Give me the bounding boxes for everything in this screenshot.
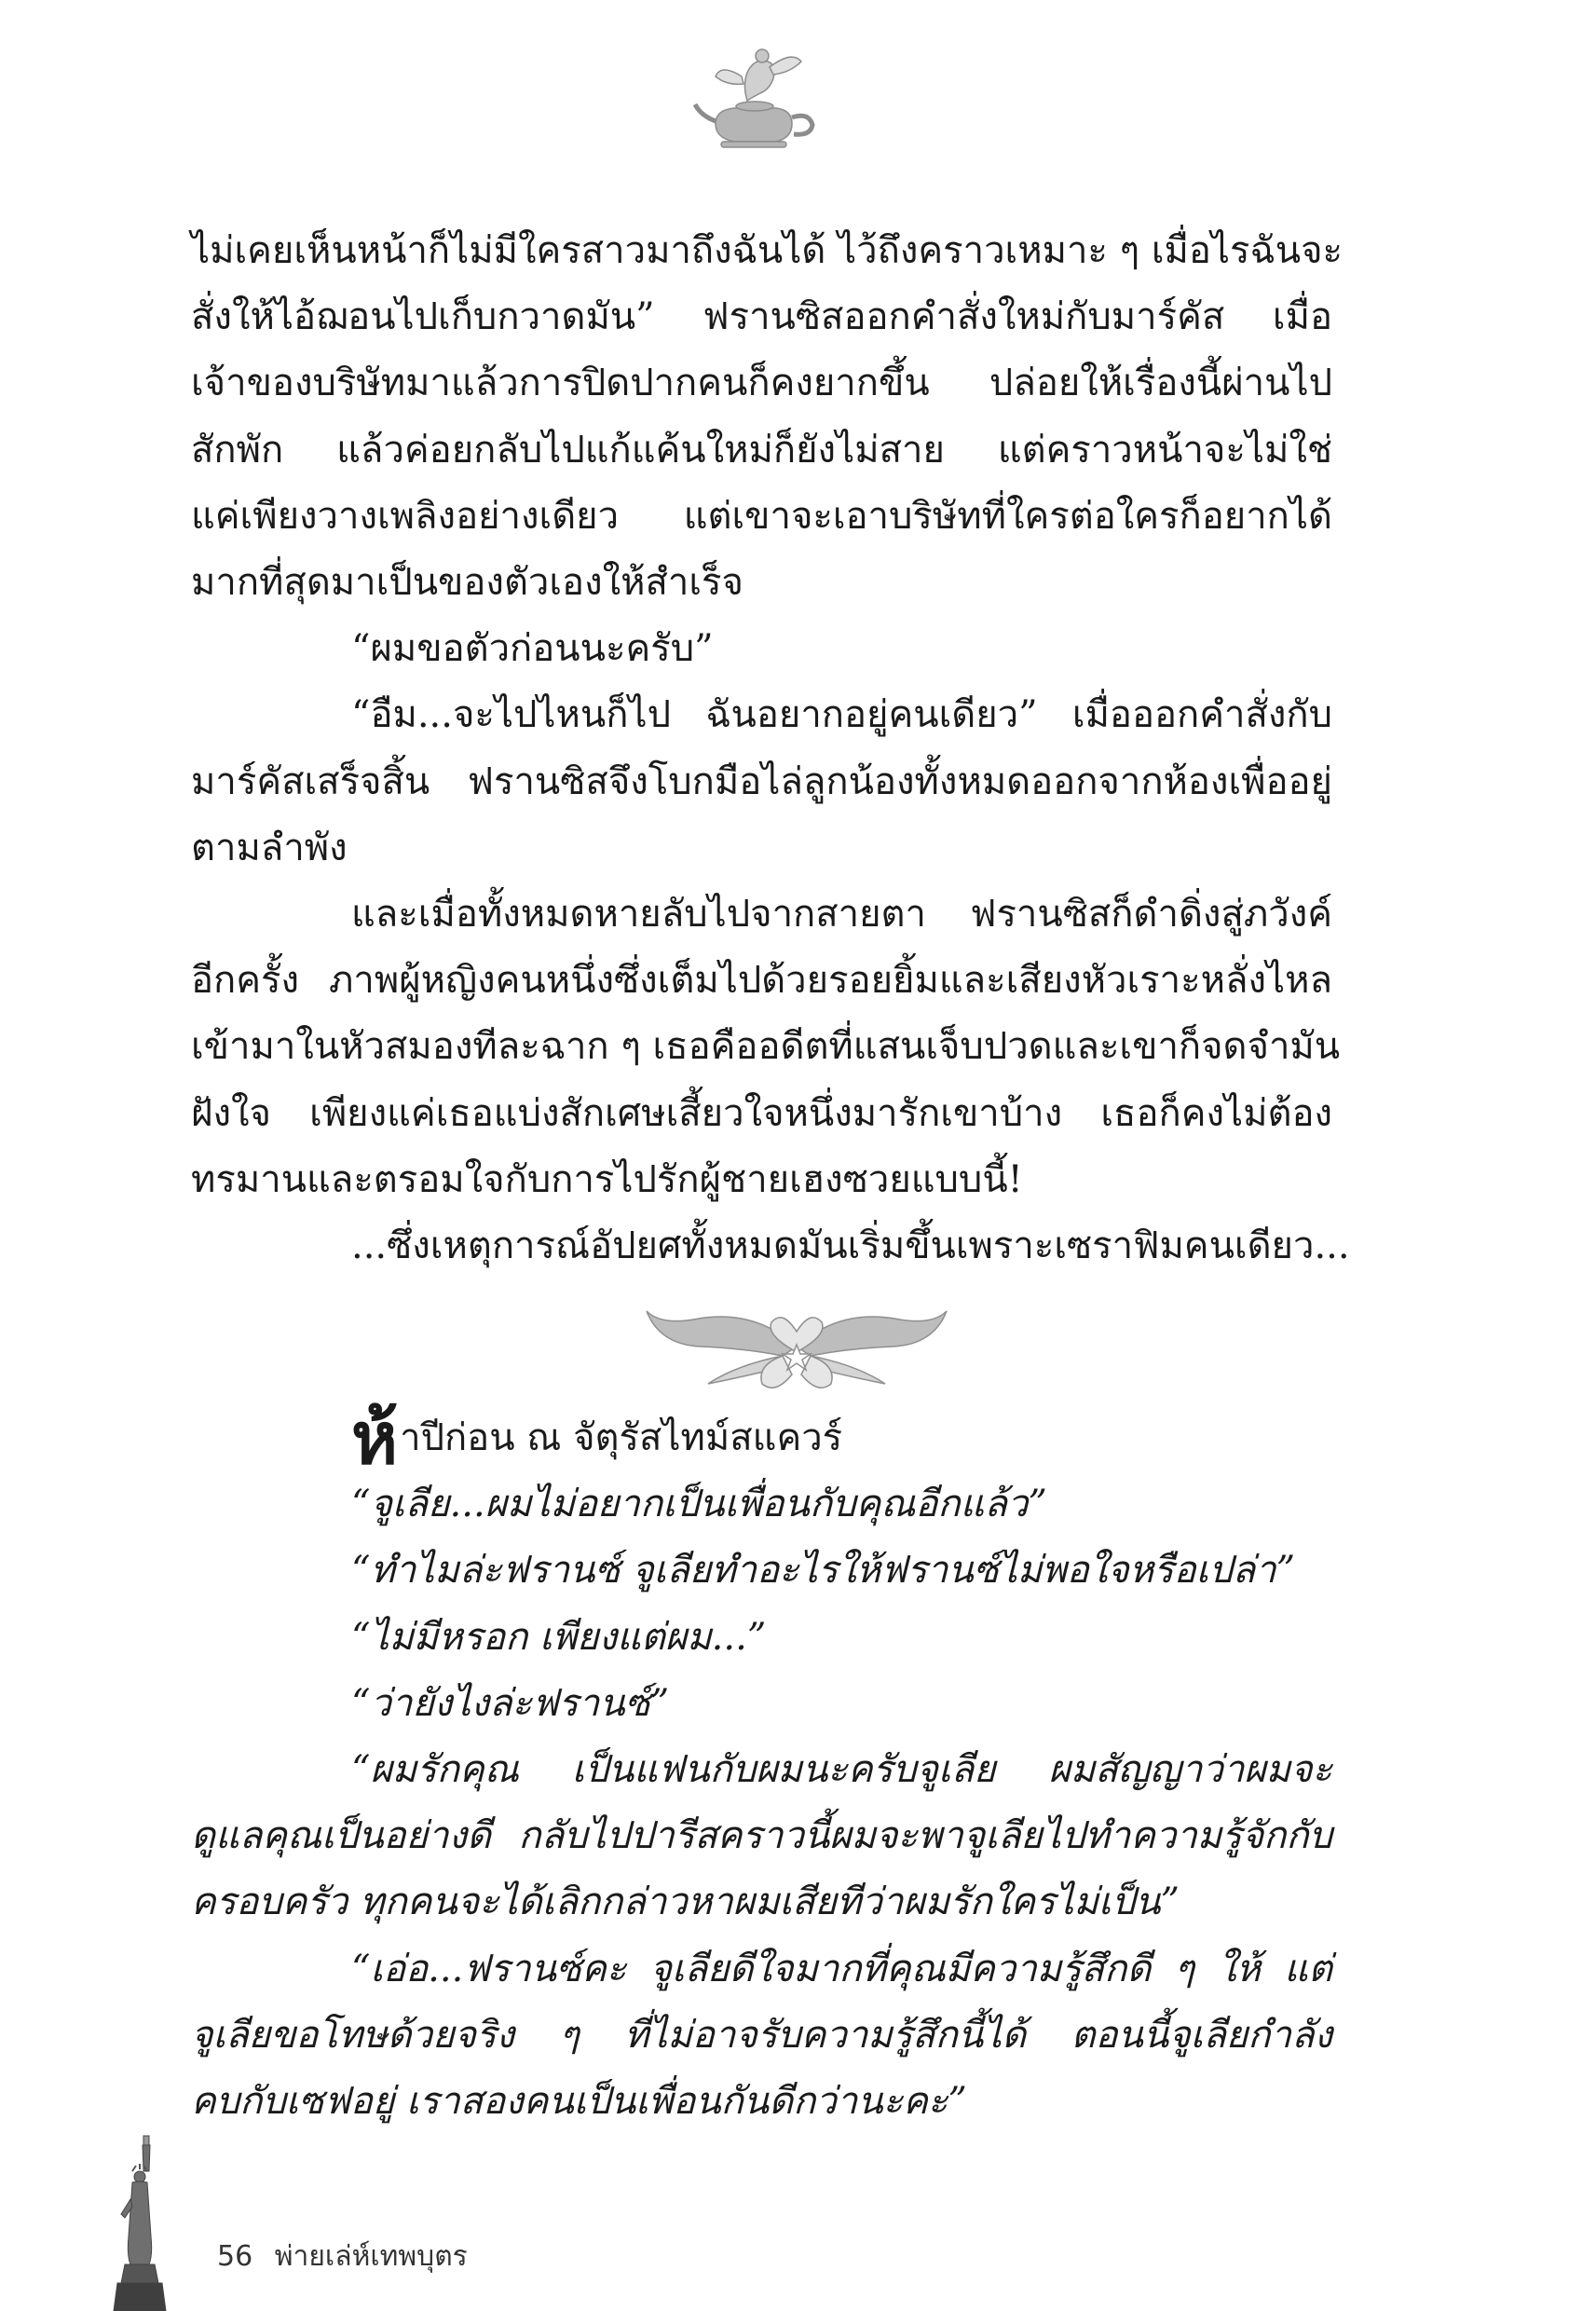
teapot-fairy-icon [688,45,827,166]
dialogue-line: ดูแลคุณเป็นอย่างดี กลับไปปารีสคราวนี้ผมจะพาจูเลียไปทำความรู้จักกับ [191,1814,1332,1858]
book-title: พ่ายเล่ห์เทพบุตร [274,2240,468,2273]
dialogue-line: “เอ่อ...ฟรานซ์คะ จูเลียดีใจมากที่คุณมีความรู้สึกดี ๆ ให้ แต่ [351,1947,1332,1990]
dialogue-line: “ทำไมล่ะฟรานซ์ จูเลียทำอะไรให้ฟรานซ์ไม่พอใจหรือเปล่า” [351,1549,1296,1593]
paragraph-line: สั่งให้ไอ้ฌอนไปเก็บกวาดมัน” ฟรานซิสออกคำสั่งใหม่กับมาร์คัส เมื่อ [191,295,1332,339]
dialogue-line: “อืม...จะไปไหนก็ไป ฉันอยากอยู่คนเดียว” เมื่อออกคำสั่งกับ [351,693,1332,737]
paragraph-line: และเมื่อทั้งหมดหายลับไปจากสายตา ฟรานซิสก็ดำดิ่งสู่ภวังค์ [351,893,1332,937]
paragraph-line: เข้ามาในหัวสมองทีละฉาก ๆ เธอคืออดีตที่แสนเจ็บปวดและเขาก็จดจำมัน [191,1025,1341,1069]
floral-divider-icon [643,1291,950,1407]
dialogue-line: “ว่ายังไงล่ะฟรานซ์” [351,1681,670,1725]
body-text-section-1 [191,218,1350,1279]
paragraph-line: ...ซึ่งเหตุการณ์อัปยศทั้งหมดมันเริ่มขึ้นเพราะเซราฟิมคนเดียว... [351,1224,1350,1268]
dialogue-line: จูเลียขอโทษด้วยจริง ๆ ที่ไม่อาจรับความรู้สึกนี้ได้ ตอนนี้จูเลียกำลัง [191,2013,1332,2057]
paragraph-line: เจ้าของบริษัทมาแล้วการปิดปากคนก็คงยากขึ้น ปล่อยให้เรื่องนี้ผ่านไป [191,362,1332,405]
paragraph-line: ฝังใจ เพียงแค่เธอแบ่งสักเศษเสี้ยวใจหนึ่งมารักเขาบ้าง เธอก็คงไม่ต้อง [191,1091,1332,1135]
scene-heading-text: าปีก่อน ณ จัตุรัสไทม์สแควร์ [400,1416,843,1459]
dialogue-line: “ผมรักคุณ เป็นแฟนกับผมนะครับจูเลีย ผมสัญญาว่าผมจะ [351,1748,1332,1792]
statue-of-liberty-icon [112,2134,177,2311]
paragraph-line: ตามลำพัง [191,826,348,869]
page-footer [217,2235,468,2278]
dialogue-line: คบกับเซฟอยู่ เราสองคนเป็นเพื่อนกันดีกว่านะคะ” [191,2080,967,2124]
paragraph-line: มากที่สุดมาเป็นของตัวเองให้สำเร็จ [191,561,743,605]
dialogue-line: “ผมขอตัวก่อนนะครับ” [351,627,714,671]
scene-heading [191,1397,1332,1481]
paragraph-line: แค่เพียงวางเพลิงอย่างเดียว แต่เขาจะเอาบริษัทที่ใครต่อใครก็อยากได้ [191,494,1332,538]
dialogue-line: “ไม่มีหรอก เพียงแต่ผม...” [351,1615,767,1659]
paragraph-line: ไม่เคยเห็นหน้าก็ไม่มีใครสาวมาถึงฉันได้ ไว้ถึงคราวเหมาะ ๆ เมื่อไรฉันจะ [191,229,1343,272]
paragraph-line: มาร์คัสเสร็จสิ้น ฟรานซิสจึงโบกมือไล่ลูกน้องทั้งหมดออกจากห้องเพื่ออยู่ [191,759,1332,803]
dialogue-line: ครอบครัว ทุกคนจะได้เลิกกล่าวหาผมเสียทีว่าผมรักใครไม่เป็น” [191,1880,1180,1924]
dialogue-line: “จูเลีย...ผมไม่อยากเป็นเพื่อนกับคุณอีกแล้ว” [351,1483,1047,1526]
paragraph-line: ทรมานและตรอมใจกับการไปรักผู้ชายเฮงซวยแบบนี้! [191,1157,1023,1201]
body-text-section-2 [191,1397,1332,2135]
page-number: 56 [217,2240,253,2273]
drop-cap: ห้ [351,1397,399,1481]
paragraph-line: สักพัก แล้วค่อยกลับไปแก้แค้นใหม่ก็ยังไม่สาย แต่คราวหน้าจะไม่ใช่ [191,428,1332,472]
paragraph-line: อีกครั้ง ภาพผู้หญิงคนหนึ่งซึ่งเต็มไปด้วยรอยยิ้มและเสียงหัวเราะหลั่งไหล [191,959,1332,1003]
